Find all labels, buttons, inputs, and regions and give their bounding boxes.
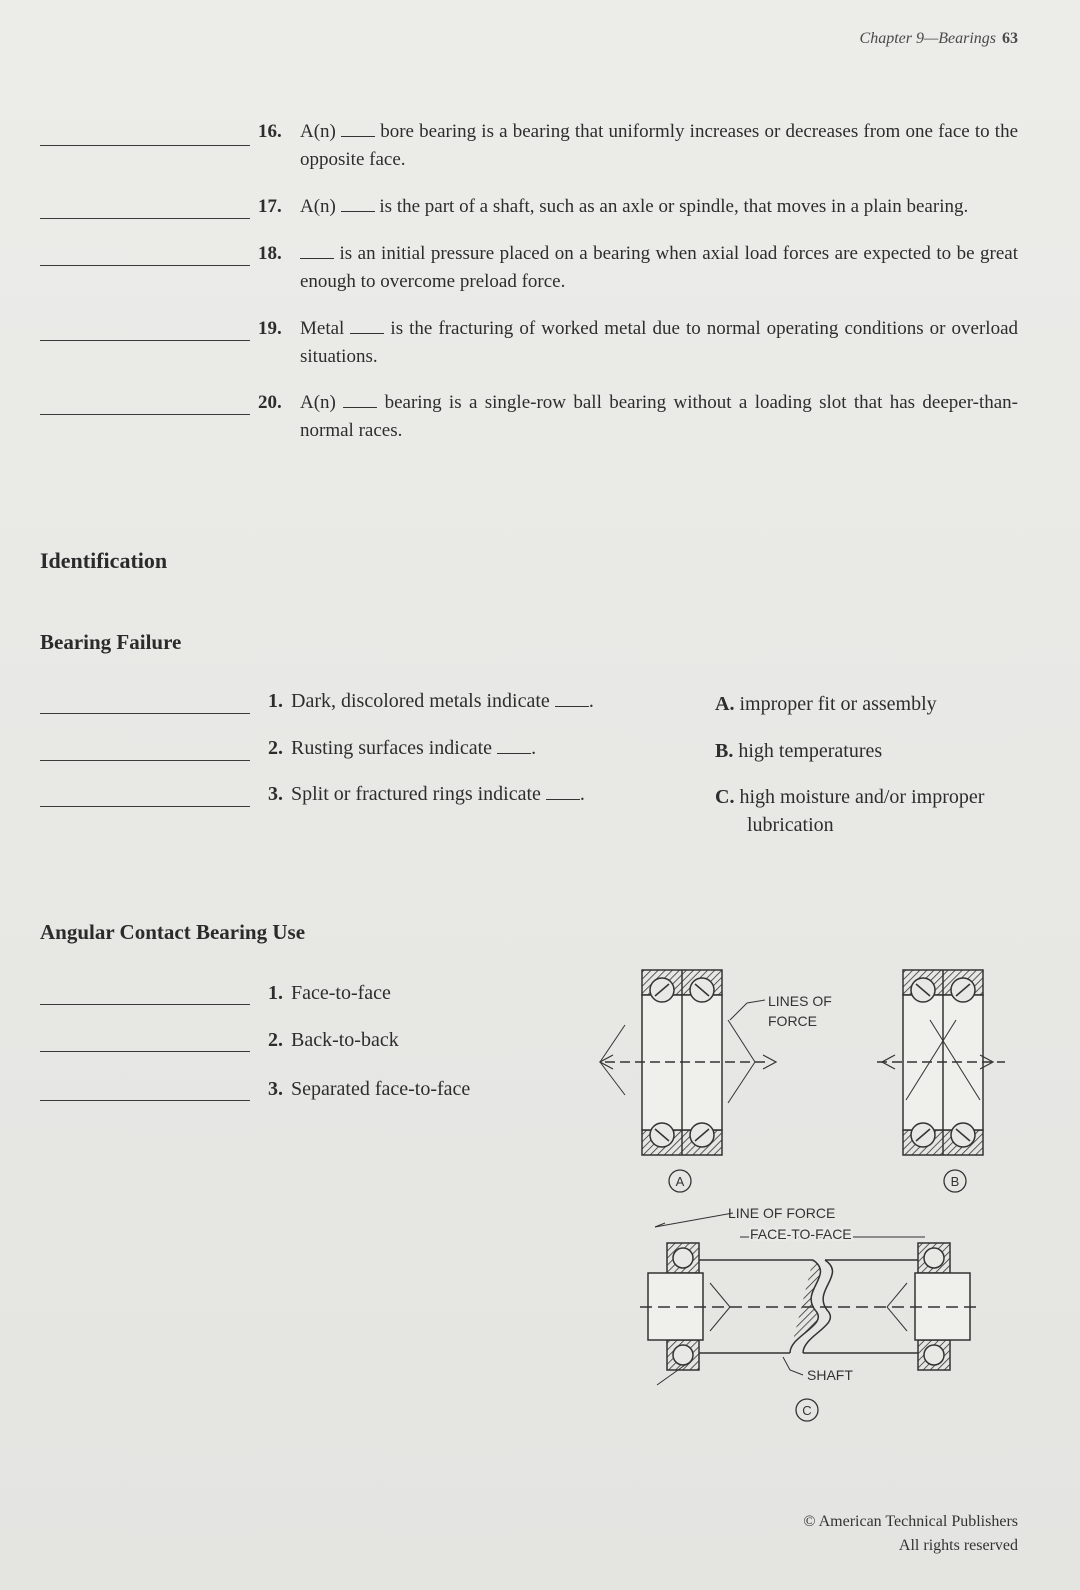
angular-item-2: 2. Back-to-back bbox=[268, 1029, 399, 1051]
answer-blank-failure-1[interactable] bbox=[40, 713, 250, 714]
diagram-label-c: C bbox=[802, 1403, 812, 1418]
answer-blank-angular-3[interactable] bbox=[40, 1100, 250, 1101]
answer-choice-c: C. high moisture and/or improper lubrication bbox=[715, 786, 985, 836]
answer-blank-19[interactable] bbox=[40, 340, 250, 341]
question-17: 17. A(n) is the part of a shaft, such as an axle or spindle, that moves in a plain bearing. bbox=[258, 196, 969, 217]
copyright-line: © American Technical Publishers bbox=[803, 1513, 1018, 1530]
answer-blank-failure-2[interactable] bbox=[40, 760, 250, 761]
answer-blank-16[interactable] bbox=[40, 145, 250, 146]
lines-of-force-label-1: LINES OF bbox=[768, 993, 832, 1009]
page-header bbox=[860, 30, 1018, 48]
answer-choice-a: A. improper fit or assembly bbox=[715, 693, 937, 715]
section-identification: Identification bbox=[40, 548, 168, 573]
question-19: 19. Metal is the fracturing of worked metal due to normal operating conditions or overload situations. bbox=[258, 318, 1019, 367]
failure-question-3: 3. Split or fractured rings indicate . bbox=[268, 783, 585, 805]
section-angular-contact: Angular Contact Bearing Use bbox=[40, 920, 306, 944]
shaft-label: SHAFT bbox=[807, 1367, 853, 1383]
answer-blank-failure-3[interactable] bbox=[40, 806, 250, 807]
chapter-title: Chapter 9—Bearings bbox=[859, 30, 996, 47]
page-number: 63 bbox=[1002, 30, 1018, 47]
angular-contact-bearing-diagram bbox=[585, 965, 1025, 1445]
answer-blank-18[interactable] bbox=[40, 265, 250, 266]
question-16: 16. A(n) bore bearing is a bearing that uniformly increases or decreases from one face to the opposite face. bbox=[258, 121, 1019, 170]
answer-blank-angular-1[interactable] bbox=[40, 1004, 250, 1005]
question-18: 18. is an initial pressure placed on a bearing when axial load forces are expected to be great enough to overcome preload force. bbox=[258, 243, 1018, 292]
angular-item-1: 1. Face-to-face bbox=[268, 982, 391, 1004]
answer-choice-b: B. high temperatures bbox=[715, 740, 883, 762]
line-of-force-label: LINE OF FORCE bbox=[728, 1205, 836, 1221]
diagram-label-a: A bbox=[675, 1174, 685, 1189]
answer-blank-17[interactable] bbox=[40, 218, 250, 219]
question-20: 20. A(n) bearing is a single-row ball bearing without a loading slot that has deeper-than-normal races. bbox=[258, 392, 1019, 441]
copyright-footer bbox=[803, 1510, 1018, 1558]
shaft-assembly-c bbox=[640, 1213, 980, 1421]
face-to-face-label: FACE-TO-FACE bbox=[750, 1226, 852, 1242]
answer-blank-angular-2[interactable] bbox=[40, 1051, 250, 1052]
lines-of-force-label-2: FORCE bbox=[768, 1013, 817, 1029]
rights-line: All rights reserved bbox=[898, 1537, 1018, 1554]
bearing-a bbox=[600, 970, 776, 1192]
failure-question-2: 2. Rusting surfaces indicate . bbox=[268, 737, 537, 759]
answer-blank-20[interactable] bbox=[40, 414, 250, 415]
failure-question-1: 1. Dark, discolored metals indicate . bbox=[268, 690, 594, 712]
diagram-label-b: B bbox=[950, 1174, 960, 1189]
angular-item-3: 3. Separated face-to-face bbox=[268, 1078, 471, 1100]
section-bearing-failure: Bearing Failure bbox=[40, 630, 182, 654]
bearing-b bbox=[877, 970, 1005, 1192]
